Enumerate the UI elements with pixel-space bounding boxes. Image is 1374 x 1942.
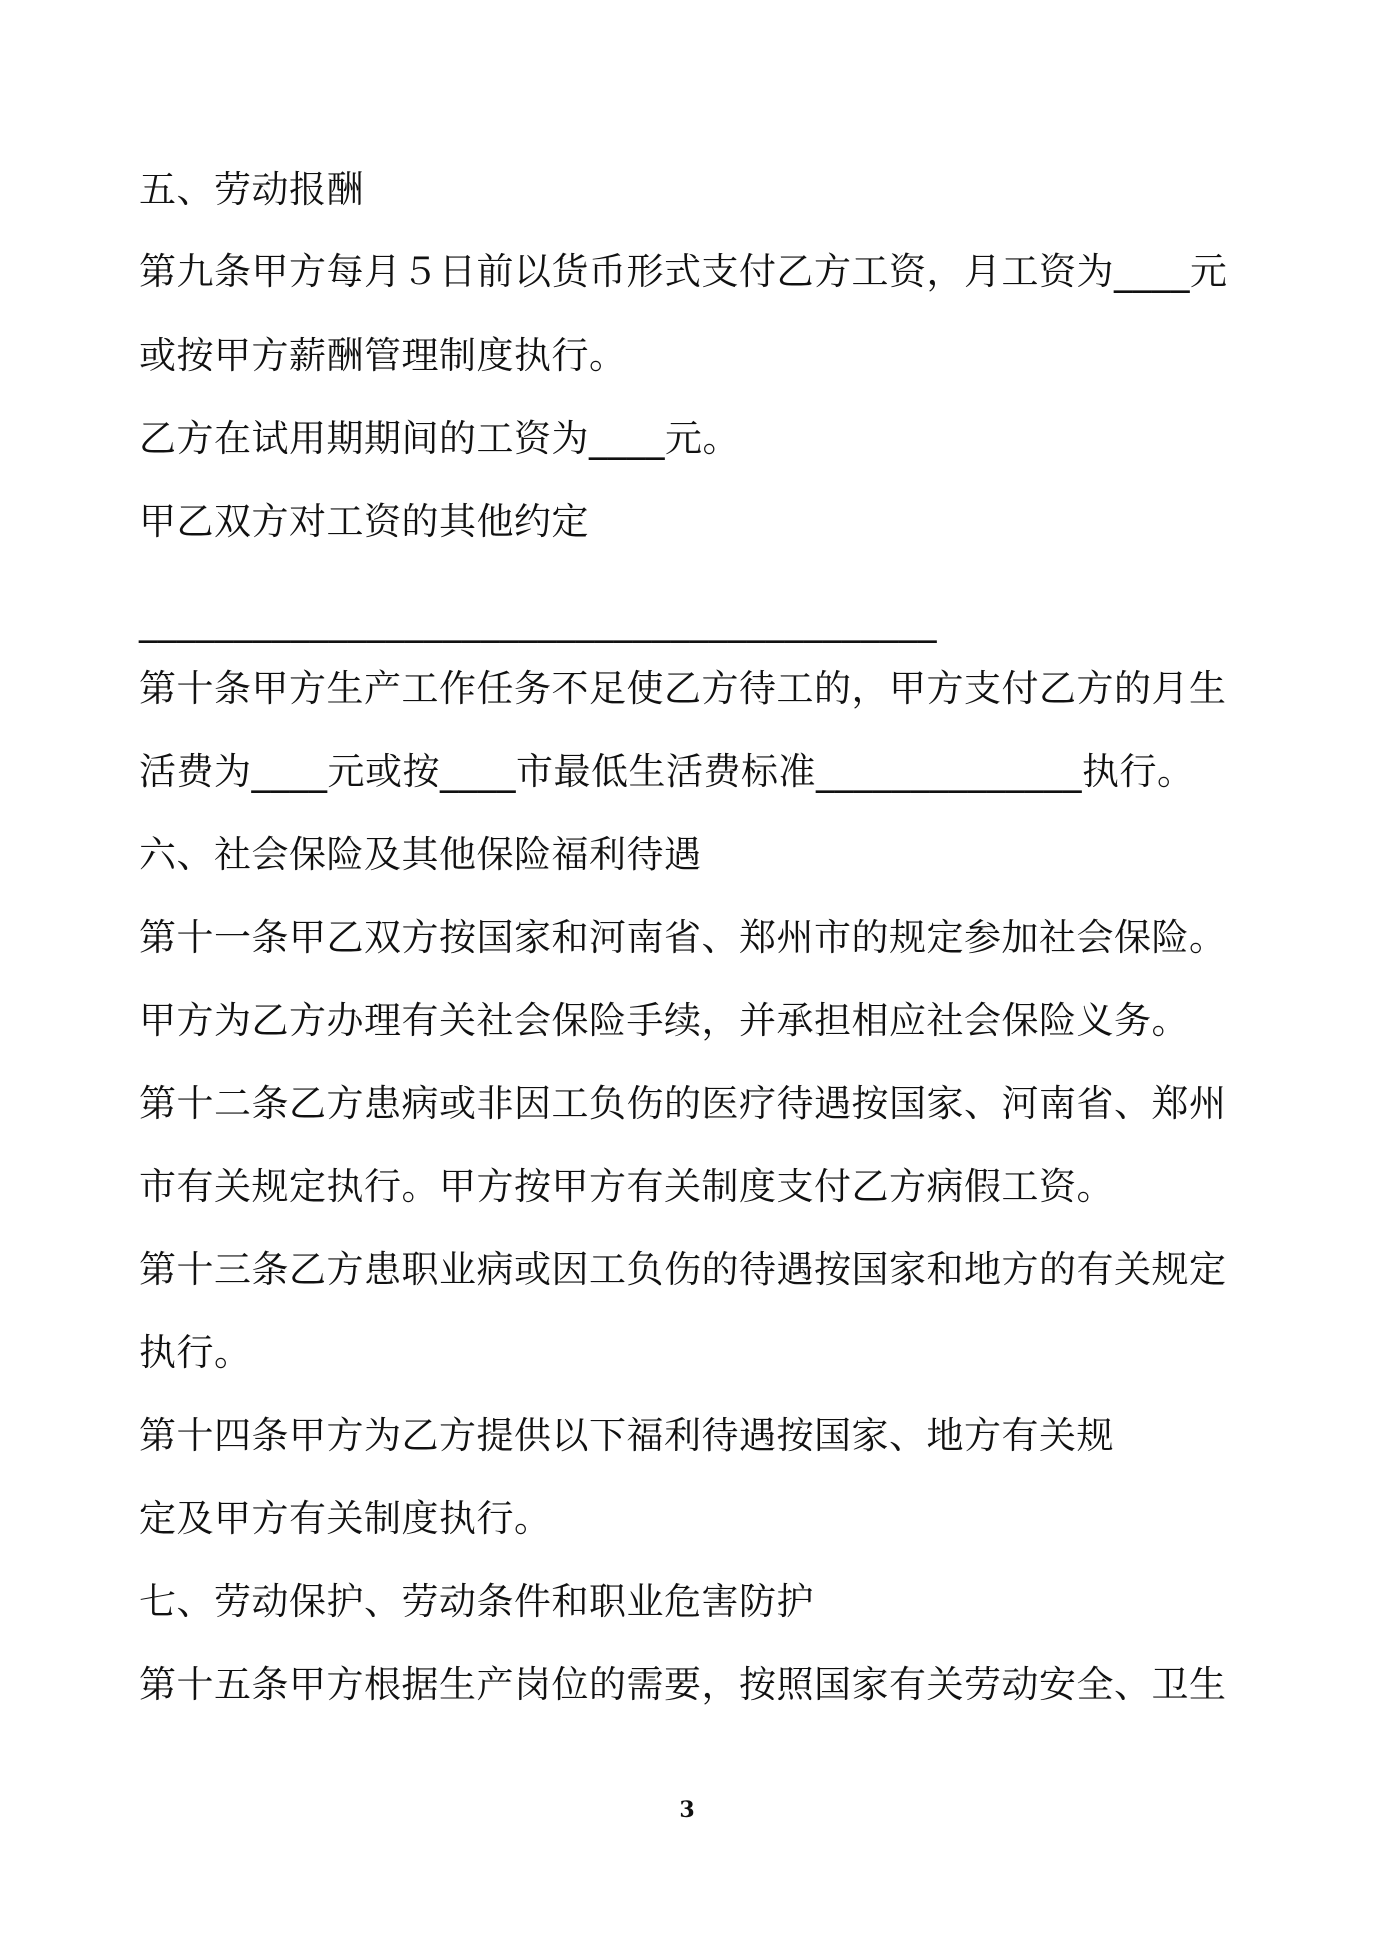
page-number: 3 — [679, 1797, 695, 1823]
article-14-line-1: 第十四条甲方为乙方提供以下福利待遇按国家、地方有关规 — [139, 1414, 1114, 1457]
article-9-line-2: 或按甲方薪酬管理制度执行。 — [139, 334, 627, 377]
article-15-line-1: 第十五条甲方根据生产岗位的需要，按照国家有关劳动安全、卫生 — [139, 1663, 1227, 1706]
other-wage-agreement-line: 甲乙双方对工资的其他约定 — [139, 500, 589, 543]
article-12-line-2: 市有关规定执行。甲方按甲方有关制度支付乙方病假工资。 — [139, 1165, 1114, 1208]
article-13-line-1: 第十三条乙方患职业病或因工负伤的待遇按国家和地方的有关规定 — [139, 1248, 1227, 1291]
blank-fill-line: __________________________________________ — [139, 600, 937, 643]
article-12-line-1: 第十二条乙方患病或非因工负伤的医疗待遇按国家、河南省、郑州 — [139, 1082, 1227, 1125]
article-11-line-2: 甲方为乙方办理有关社会保险手续，并承担相应社会保险义务。 — [139, 999, 1189, 1042]
section-heading-labor-protection: 七、劳动保护、劳动条件和职业危害防护 — [139, 1580, 814, 1623]
section-heading-social-insurance: 六、社会保险及其他保险福利待遇 — [139, 833, 702, 876]
article-14-line-2: 定及甲方有关制度执行。 — [139, 1497, 552, 1540]
article-10-line-1: 第十条甲方生产工作任务不足使乙方待工的，甲方支付乙方的月生 — [139, 667, 1227, 710]
article-11-line-1: 第十一条甲乙双方按国家和河南省、郑州市的规定参加社会保险。 — [139, 916, 1227, 959]
article-10-line-2: 活费为____元或按____市最低生活费标准______________执行。 — [139, 750, 1195, 793]
probation-wage-line: 乙方在试用期期间的工资为____元。 — [139, 417, 740, 460]
article-9-line-1: 第九条甲方每月５日前以货币形式支付乙方工资，月工资为____元 — [139, 250, 1228, 293]
article-13-line-2: 执行。 — [139, 1331, 252, 1374]
section-heading-labor-remuneration: 五、劳动报酬 — [139, 168, 364, 211]
